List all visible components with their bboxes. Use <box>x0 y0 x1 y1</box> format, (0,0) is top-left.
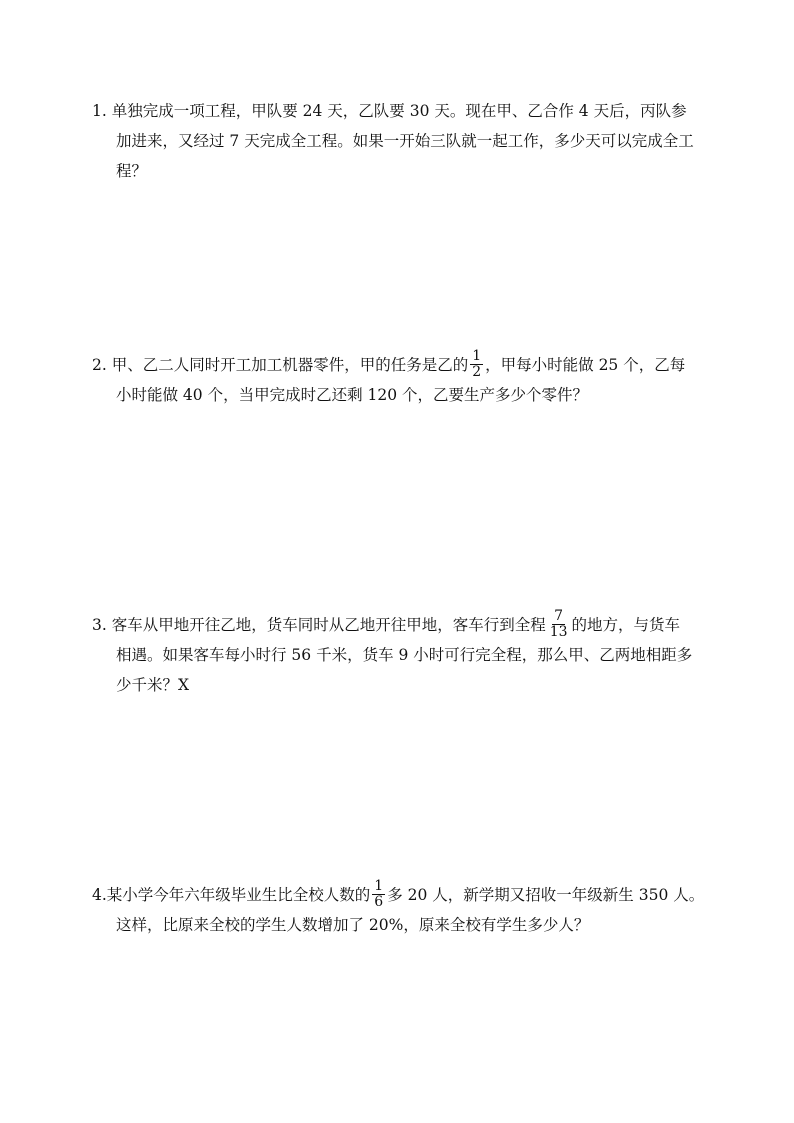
problem-3-text-after-fraction: 的地方，与货车 <box>571 616 681 634</box>
fraction-denominator: 6 <box>374 893 384 910</box>
problem-2 <box>92 347 710 410</box>
problem-3-line-1 <box>92 607 710 640</box>
fraction-denominator: 13 <box>549 623 568 640</box>
problem-4-text-after-fraction: 多 20 人，新学期又招收一年级新生 350 人。 <box>387 886 705 904</box>
fraction-denominator: 2 <box>472 363 482 380</box>
problem-1-line-1: 1. 单独完成一项工程，甲队要 24 天，乙队要 30 天。现在甲、乙合作 4 天后，丙队参 <box>92 102 687 120</box>
problem-2-line-1 <box>92 347 710 380</box>
problem-3-line-2: 相遇。如果客车每小时行 56 千米，货车 9 小时可行完全程，那么甲、乙两地相距多 <box>116 646 693 664</box>
problem-3-line-3: 少千米？X <box>116 676 190 694</box>
problem-4-text-before-fraction: 4.某小学今年六年级毕业生比全校人数的 <box>92 886 371 904</box>
problem-3-fraction <box>548 609 570 640</box>
problem-1 <box>92 96 710 186</box>
problem-4-line-2: 这样，比原来全校的学生人数增加了 20%，原来全校有学生多少人？ <box>116 916 590 934</box>
problem-2-fraction <box>470 349 483 380</box>
problem-4-fraction <box>372 879 385 910</box>
problem-2-text-before-fraction: 2. 甲、乙二人同时开工加工机器零件，甲的任务是乙的 <box>92 356 469 374</box>
fraction-numerator: 1 <box>472 347 482 364</box>
problem-2-line-2: 小时能做 40 个，当甲完成时乙还剩 120 个，乙要生产多少个零件？ <box>116 386 589 404</box>
problem-3-text-before-fraction: 3. 客车从甲地开往乙地，货车同时从乙地开往甲地，客车行到全程 <box>92 616 546 634</box>
problem-1-line-3: 程？ <box>116 162 148 180</box>
problem-4-line-1 <box>92 877 710 910</box>
problem-2-text-after-fraction: ，甲每小时能做 25 个，乙每 <box>485 356 686 374</box>
fraction-numerator: 7 <box>554 607 564 624</box>
problem-4 <box>92 877 710 940</box>
problem-1-line-2: 加进来，又经过 7 天完成全工程。如果一开始三队就一起工作，多少天可以完成全工 <box>116 132 694 150</box>
fraction-numerator: 1 <box>374 877 384 894</box>
problem-3 <box>92 607 710 700</box>
